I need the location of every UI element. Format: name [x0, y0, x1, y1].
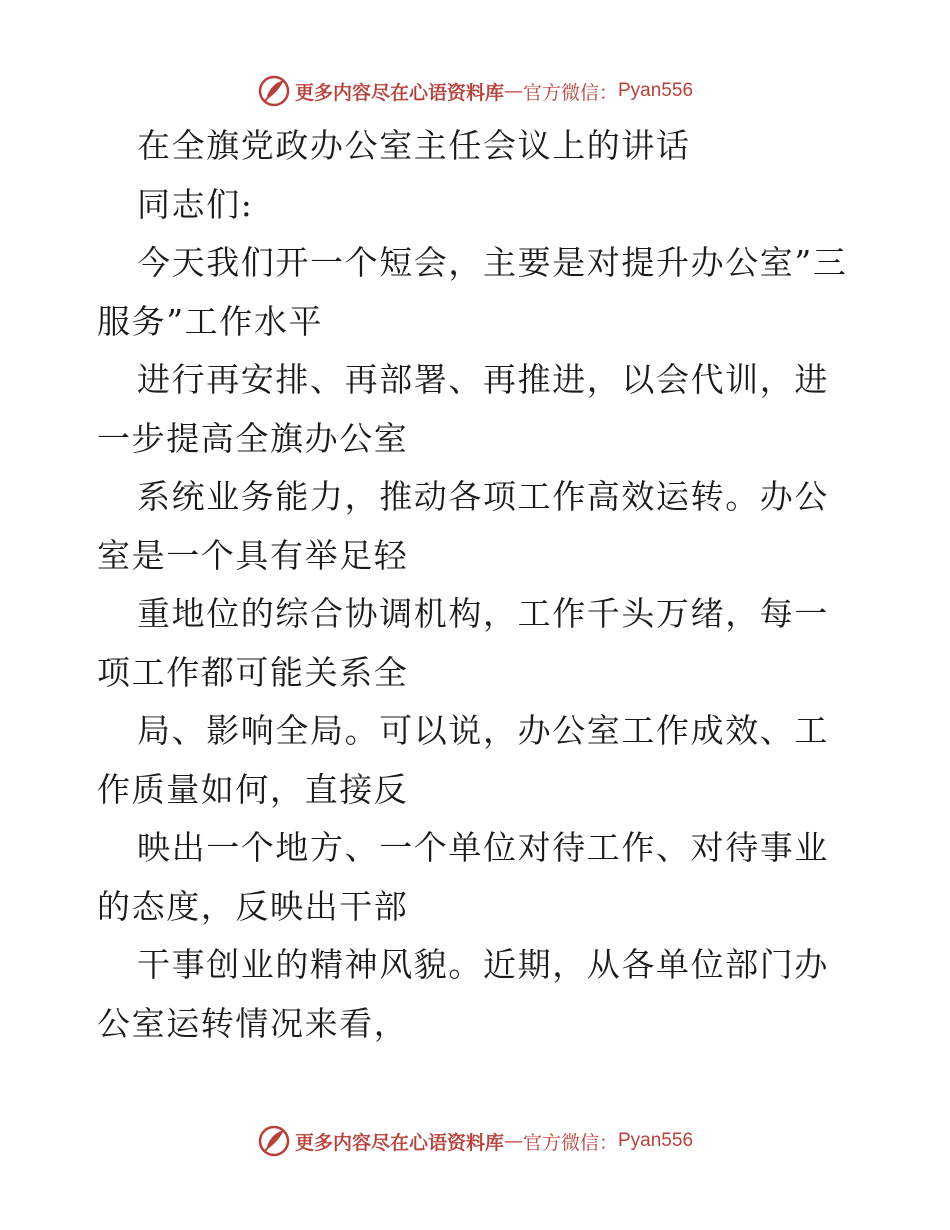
- banner-slogan: 更多内容尽在心语资料库: [294, 81, 504, 104]
- paragraph: 重地位的综合协调机构，工作千头万绪，每一项工作都可能关系全: [97, 594, 829, 692]
- paragraph: 干事创业的精神风貌。近期，从各单位部门办公室运转情况来看，: [97, 945, 829, 1043]
- pen-logo-icon: [257, 1124, 291, 1158]
- paragraph: 今天我们开一个短会，主要是对提升办公室”三服务”工作水平: [97, 243, 848, 341]
- banner-separator: —: [503, 1130, 523, 1152]
- paragraph: 映出一个地方、一个单位对待工作、对待事业的态度，反映出干部: [97, 828, 829, 926]
- banner-separator: —: [503, 80, 523, 102]
- document-body: [97, 117, 853, 1053]
- document-title: 在全旗党政办公室主任会议上的讲话: [137, 126, 691, 165]
- footer-banner: [0, 1121, 950, 1161]
- paragraph: 系统业务能力，推动各项工作高效运转。办公室是一个具有举足轻: [97, 477, 829, 575]
- header-banner: [0, 71, 950, 111]
- paragraph: 局、影响全局。可以说，办公室工作成效、工作质量如何，直接反: [97, 711, 829, 809]
- banner-slogan: 更多内容尽在心语资料库: [294, 1131, 504, 1154]
- banner-wechat-id: Pyan556: [618, 80, 694, 101]
- banner-wechat-id: Pyan556: [618, 1130, 694, 1151]
- banner-wechat-label: 官方微信：: [522, 1131, 618, 1154]
- banner-wechat-label: 官方微信：: [522, 81, 618, 104]
- salutation: 同志们:: [137, 184, 254, 224]
- paragraph: 进行再安排、再部署、再推进，以会代训，进一步提高全旗办公室: [97, 360, 829, 458]
- pen-logo-icon: [257, 74, 291, 108]
